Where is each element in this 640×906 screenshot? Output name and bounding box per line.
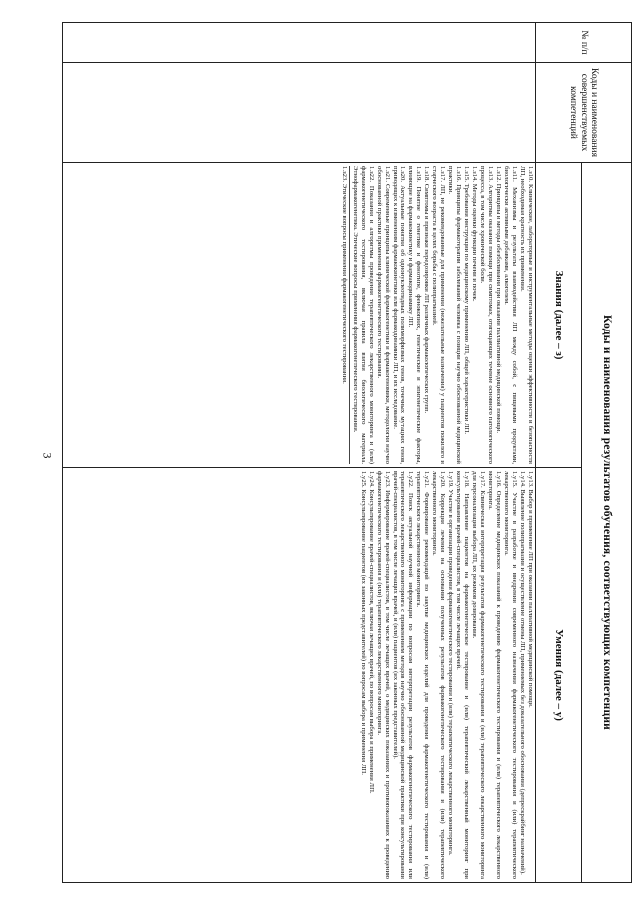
skill-item: 1.у20. Коррекция лечения на основании полученных результатов фармакогенетического тестирования и (или) терапевтического лекарственного мониторинга.	[431, 471, 447, 880]
knowledge-item: 1.з21. Современные принципы клинической фармакогенетики и фармакогеномики, методология научно обоснованной практики применения фармакогенетического тестирования.	[375, 166, 391, 464]
skills-cell	[63, 468, 536, 883]
header-knowledge: Знания (далее – з)	[536, 163, 582, 468]
knowledge-item: 1.з14. Методы оценки функции печени и почек.	[471, 166, 479, 302]
competency-table	[62, 22, 632, 883]
cell-codes	[63, 63, 536, 163]
skill-item: 1.у24. Консультирование врачей-специалистов, включая лечащих врачей, по вопросам выбора и применения ЛП.	[367, 471, 375, 794]
skill-item: 1.у19. Участие в организации проведения фармакогенетического тестирования и (или) терапевтического лекарственного мониторинга.	[447, 471, 455, 856]
knowledge-item: 1.з20. Актуальные понятия об однонуклеотидных полиморфизмах генов, точечных мутациях генов, приводящих к изменениям фармакокинетики или фармакодинамики ЛП, и их исследование.	[391, 166, 407, 464]
skill-item: 1.у18. Направление пациентов на фармакогенетическое тестирование и (или) терапевтический лекарственный мониторинг при консультировании врачей-специалистов, в том числе лечащих врачей.	[455, 471, 471, 880]
document-table-rotated	[62, 22, 632, 882]
knowledge-item: 1.з16. Принципы фармакотерапии заболеваний человека с позиции научно обоснованной медицинской практики.	[447, 166, 463, 464]
skill-item: 1.у16. Определение медицинских показаний к проведению фармакогенетического тестирования и (или) терапевтического лекарственного мониторинга.	[487, 471, 503, 880]
skill-item: 1.у13. Выбор и применение ЛП при оказании паллиативной медицинской помощи.	[527, 471, 534, 708]
knowledge-item: 1.з18. Симптомы и признаки передозировки ЛП различных фармакологических групп.	[423, 166, 431, 414]
header-codes: Коды и наименования совершенствуемых компетенций	[536, 63, 632, 163]
skill-item: 1.у23. Информирование врачей-специалистов, в том числе лечащих врачей, о медицинских показаниях и противопоказаниях к проведению фармакогенетического тестирования и (или) терапевтического лекарственного мониторинга.	[375, 471, 391, 880]
skill-item: 1.у21. Формирование рекомендаций по закупке медицинских изделий для проведения фармакогенетического тестирования и (или) терапевтического лекарственного мониторинга.	[415, 471, 431, 880]
knowledge-item: 1.з15. Требования инструкции по медицинскому применению ЛП, общей характеристики ЛП.	[463, 166, 471, 435]
knowledge-cell	[63, 163, 536, 468]
knowledge-item: 1.з12. Принципы и методы обезболивания при оказании паллиативной медицинской помощи.	[495, 166, 503, 434]
knowledge-item: 1.з17. ЛП, не рекомендованные для применения (нежелательные назначения) у пациентов пожилого и старческого возраста в целях борьбы с полипрагмазией.	[431, 166, 447, 464]
knowledge-item: 1.з13. Алгоритмы оказания помощи при симптомах, отягощающих течение основного патологического процесса, в том числе хронической боли.	[479, 166, 495, 464]
knowledge-item: 1.з10. Клинические, лабораторные и инструментальные методы оценки эффективности и безопасности ЛП, необходимая кратность их применения.	[519, 166, 534, 464]
skill-item: 1.у17. Клиническая интерпретация результатов фармакогенетического тестирования и (или) терапевтического лекарственного мониторинга для персонализации выбора ЛП, их режимов дозирования.	[471, 471, 487, 880]
page-number: 3	[40, 452, 55, 459]
skill-item: 1.у25. Консультирование пациентов (их законных представителей) по вопросам выбора и применения ЛП.	[359, 471, 367, 775]
knowledge-item: 1.з19. Понятие о генетике и фенотипе, фенокопиях, генетические и эпигенетические факторы, влияющие на фармакокинетику и фармакодинамику ЛП.	[407, 166, 423, 464]
skill-item: 1.у22. Поиск актуальной научной информации по вопросам интерпретации результатов фармакогенетического тестирования или терапевтического лекарственного мониторинга с применением методов научно обоснованной медицинской практики при консультировании врачей-специалистов, в том числе лечащих врачей, и (или) пациентов (их законных представителей).	[391, 471, 415, 880]
skill-item: 1.у14. Выявление полипрагмазии и осуществление отмены ЛП, применяемых без доказательного обоснования (депрескрайбинг назначений).	[519, 471, 527, 875]
header-group: Коды и наименования результатов обучения, соответствующих компетенции	[582, 163, 632, 883]
header-num: № п/п	[536, 23, 632, 63]
knowledge-item: 1.з23. Этические вопросы применения фармакогенетического тестирования.	[340, 166, 350, 464]
knowledge-item: 1.з22. Показания и алгоритмы проведения терапевтического лекарственного мониторинга и (или) фармакогенетического тестирования, включая правила взятия биологического материала. Этнофармакогенетика. Этические вопросы применения фармакогенетического тестирования.	[351, 166, 375, 464]
header-skills: Умения (далее – у)	[536, 468, 582, 883]
skill-item: 1.у15. Участие в разработке и внедрении современного назначения фармакогенетического тестирования и (или) терапевтического лекарственного мониторинга.	[503, 471, 519, 880]
knowledge-item: 1.з11. Механизмы и результаты взаимодействия ЛП между собой, с пищевыми продуктами, биологически активными добавками, алкоголем.	[503, 166, 519, 464]
cell-num	[63, 23, 536, 63]
